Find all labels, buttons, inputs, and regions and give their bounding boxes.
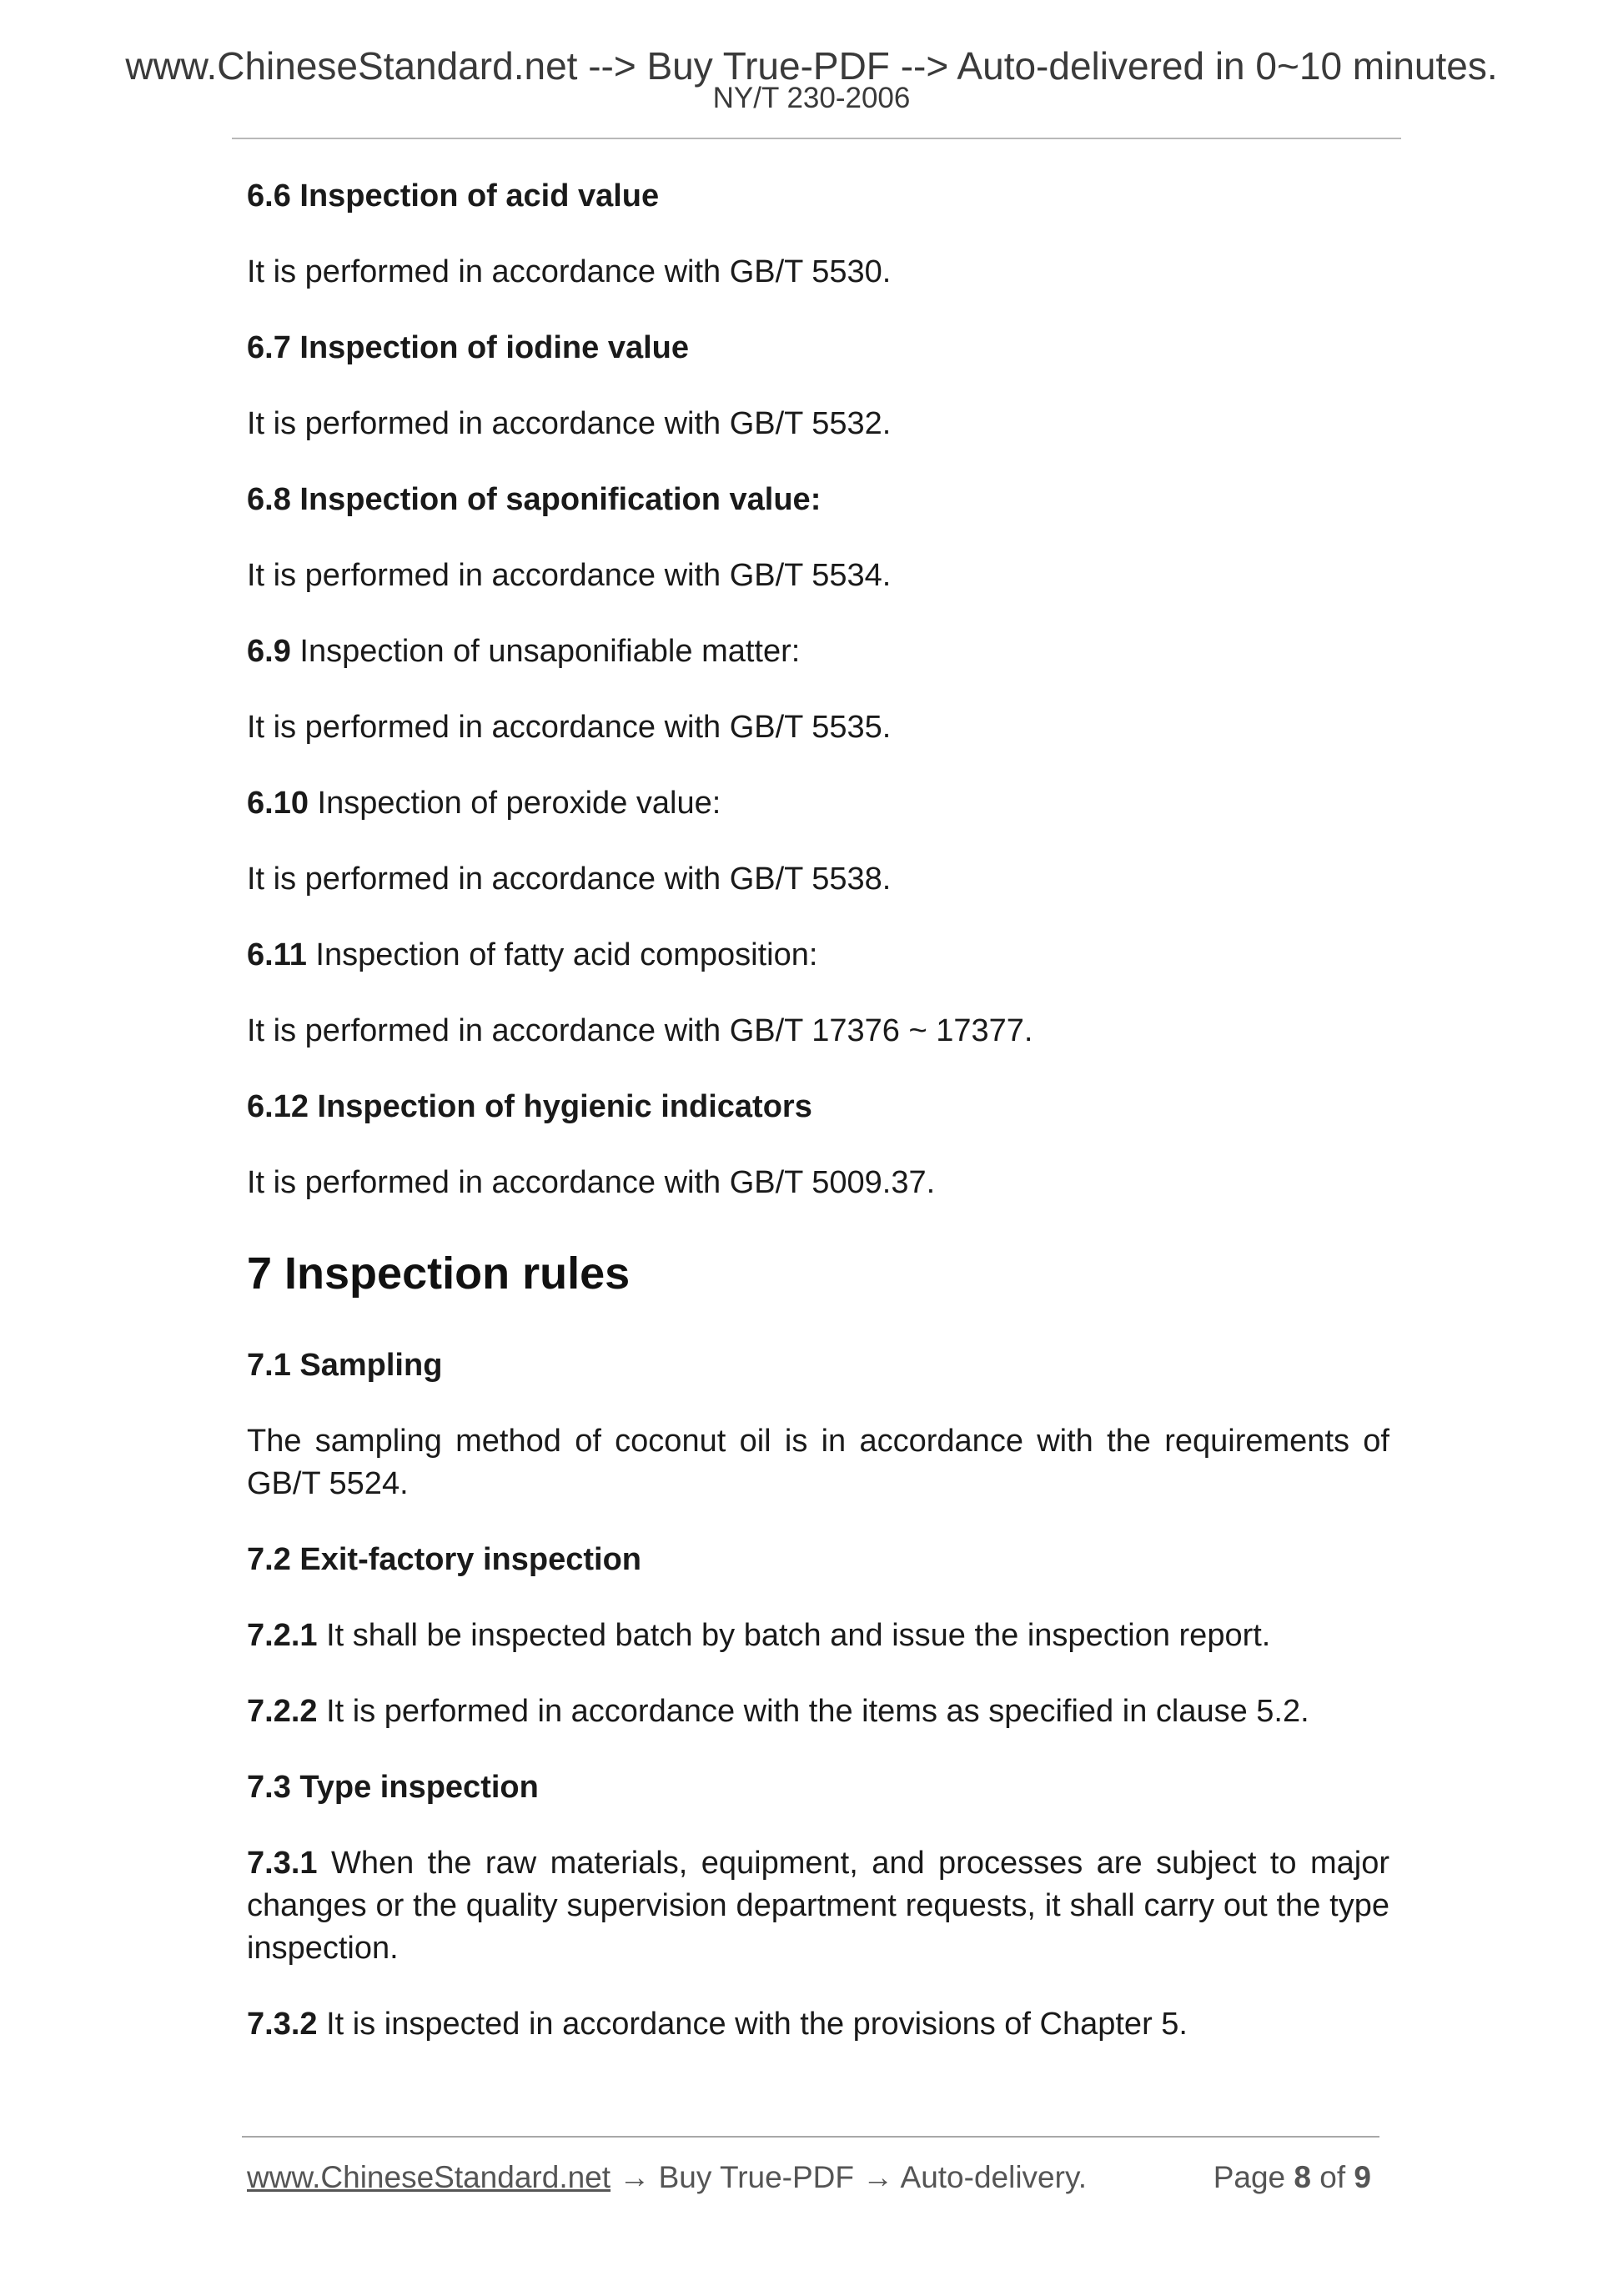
text-6-7: It is performed in accordance with GB/T 5532. [247,406,892,441]
text-7-1: The sampling method of coconut oil is in accordance with the requirements of GB/T 5524. [247,1424,1389,1501]
heading-7-2: 7.2 Exit-factory inspection [247,1542,642,1577]
footer-promo [247,2157,1087,2198]
clause-title: Inspection of fatty acid composition: [306,937,818,972]
header-divider [232,138,1401,139]
text-6-10: It is performed in accordance with GB/T 5538. [247,862,892,897]
clause-number: 7.2.2 [247,1694,318,1729]
footer-link[interactable]: www.ChineseStandard.net [247,2160,611,2194]
text-6-8: It is performed in accordance with GB/T 5534. [247,558,892,593]
page-footer [247,2157,1379,2198]
header-banner: www.ChineseStandard.net --> Buy True-PDF --> Auto-delivered in 0~10 minutes. [125,44,1498,88]
page-label: Page [1213,2160,1294,2194]
heading-7-1: 7.1 Sampling [247,1348,443,1383]
heading-6-8: 6.8 Inspection of saponification value: [247,482,822,517]
text-7-2-1 [247,1615,1389,1657]
page-content [247,167,1389,2046]
text-6-11: It is performed in accordance with GB/T 17376 ~ 17377. [247,1013,1033,1048]
clause-number: 7.3.2 [247,2007,318,2042]
heading-6-9 [247,631,1389,673]
heading-7-3: 7.3 Type inspection [247,1770,539,1805]
clause-text: It is performed in accordance with the items as specified in clause 5.2. [317,1694,1309,1729]
clause-number: 7.2.1 [247,1618,318,1653]
page-indicator [1213,2157,1371,2198]
text-7-3-1 [247,1842,1389,1970]
footer-tagline: → Buy True-PDF → Auto-delivery. [611,2160,1087,2194]
page-of: of [1311,2160,1354,2194]
heading-6-12: 6.12 Inspection of hygienic indicators [247,1089,812,1124]
clause-number: 6.9 [247,634,291,669]
clause-title: Inspection of peroxide value: [308,786,721,821]
text-7-3-2 [247,2003,1389,2046]
chapter-7-title: 7 Inspection rules [247,1248,631,1299]
heading-6-10 [247,782,1389,825]
text-6-6: It is performed in accordance with GB/T 5530. [247,254,892,289]
clause-text: It is inspected in accordance with the provisions of Chapter 5. [317,2007,1188,2042]
clause-number: 6.11 [247,937,307,972]
text-6-9: It is performed in accordance with GB/T 5535. [247,710,892,745]
page-total: 9 [1354,2160,1371,2194]
footer-divider [242,2136,1379,2138]
clause-title: Inspection of unsaponifiable matter: [290,634,801,669]
clause-number: 6.10 [247,786,309,821]
heading-6-6: 6.6 Inspection of acid value [247,178,660,214]
standard-code: NY/T 230-2006 [712,82,911,114]
clause-text: It shall be inspected batch by batch and issue the inspection report. [317,1618,1271,1653]
page-current: 8 [1294,2160,1311,2194]
heading-6-7: 6.7 Inspection of iodine value [247,330,689,365]
clause-number: 7.3.1 [247,1846,318,1881]
text-7-2-2 [247,1691,1389,1733]
text-6-12: It is performed in accordance with GB/T 5009.37. [247,1165,936,1200]
heading-6-11 [247,934,1389,977]
clause-text: When the raw materials, equipment, and processes are subject to major changes or the quality supervision department requests, it shall carry out the type inspection. [247,1846,1389,1966]
